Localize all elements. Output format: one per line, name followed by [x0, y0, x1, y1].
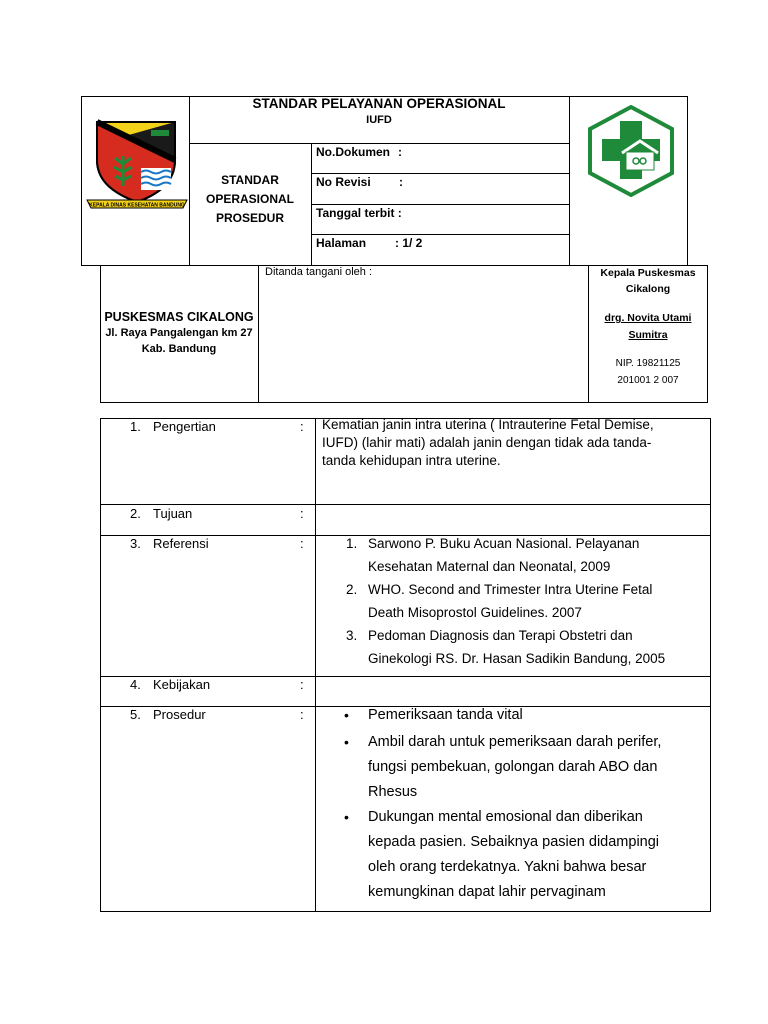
text-line: Ambil darah untuk pemeriksaan darah perifer, [368, 734, 662, 750]
text-line: Dukungan mental emosional dan diberikan [368, 809, 643, 825]
kabupaten-emblem [85, 116, 189, 216]
procedure-item [316, 805, 710, 905]
pengertian-text [322, 416, 708, 470]
section-colon: : [300, 707, 304, 722]
head-name-line: Sumitra [628, 329, 668, 341]
bullet: • [344, 809, 349, 825]
text-line: oleh orang terdekatnya. Yakni bahwa besar [368, 859, 647, 875]
text-line: kepada pasien. Sebaiknya pasien didampingi [368, 834, 660, 850]
bullet: • [344, 707, 349, 723]
reference-item [316, 624, 710, 670]
head-name-line: drg. Novita Utami [604, 312, 692, 324]
field-label: Halaman [316, 236, 367, 250]
reference-list [316, 532, 710, 670]
divider [189, 143, 569, 144]
page-subtitle: IUFD [366, 114, 392, 126]
field-sep: : 1/ 2 [395, 236, 423, 250]
section-number: 1. [130, 419, 141, 434]
text-line: Kesehatan Maternal dan Neonatal, 2009 [368, 559, 611, 574]
org-address: Kab. Bandung [141, 343, 217, 355]
text-line: fungsi pembekuan, golongan darah ABO dan [368, 759, 658, 775]
divider [311, 204, 569, 205]
field-no-dokumen [316, 145, 390, 159]
section-label: Tujuan [153, 506, 193, 521]
head-name [588, 310, 708, 344]
bullet: • [344, 734, 349, 750]
text-line: Sarwono P. Buku Acuan Nasional. Pelayanan [368, 536, 640, 551]
text-line: kemungkinan dapat lahir pervaginam [368, 884, 606, 900]
procedure-item [316, 703, 710, 728]
divider [311, 234, 569, 235]
head-title [588, 265, 708, 297]
emblem-ribbon-text: KEPALA DINAS KESEHATAN BANDUNG [89, 202, 185, 209]
section-colon: : [300, 677, 304, 692]
text-line: Pemeriksaan tanda vital [368, 707, 523, 723]
section-colon: : [300, 419, 304, 434]
section-number: 2. [130, 506, 141, 521]
page-title: STANDAR PELAYANAN OPERASIONAL [252, 96, 506, 111]
text-line: IUFD) (lahir mati) adalah janin dengan tidak ada tanda- [322, 435, 652, 450]
section-colon: : [300, 506, 304, 521]
section-label: Kebijakan [153, 677, 211, 692]
sop-label-line: STANDAR [221, 173, 279, 187]
sop-label-line: OPERASIONAL [205, 192, 294, 206]
procedure-list [316, 703, 710, 905]
section-number: 5. [130, 707, 141, 722]
head-nip [588, 355, 708, 389]
divider [311, 173, 569, 174]
reference-item [316, 532, 710, 578]
section-colon: : [300, 536, 304, 551]
item-number: 2. [346, 582, 358, 597]
sop-label-line: PROSEDUR [215, 211, 284, 225]
org-address: Jl. Raya Pangalengan km 27 [105, 327, 253, 339]
item-number: 1. [346, 536, 358, 551]
divider [258, 265, 259, 403]
section-number: 3. [130, 536, 141, 551]
section-label: Pengertian [153, 419, 216, 434]
field-sep: : [397, 206, 402, 220]
section-label: Referensi [153, 536, 209, 551]
org-name: PUSKESMAS CIKALONG [104, 310, 254, 324]
section-label: Prosedur [153, 707, 206, 722]
text-line: WHO. Second and Trimester Intra Uterine Fetal [368, 582, 653, 597]
text-line: Kematian janin intra uterina ( Intrauterine Fetal Demise, [322, 417, 654, 432]
field-sep: : [398, 145, 402, 159]
puskesmas-logo [586, 105, 676, 197]
text-line: Ginekologi RS. Dr. Hasan Sadikin Bandung, 2005 [368, 651, 666, 666]
field-tanggal-terbit [316, 206, 402, 220]
signed-by-label: Ditanda tangani oleh : [265, 266, 373, 278]
field-label: No.Dokumen [316, 145, 391, 159]
item-number: 3. [346, 628, 358, 643]
divider [100, 504, 711, 505]
reference-item [316, 578, 710, 624]
field-label: No Revisi [316, 175, 371, 189]
text-line: Pedoman Diagnosis dan Terapi Obstetri dan [368, 628, 633, 643]
field-label: Tanggal terbit [316, 206, 395, 220]
text-line: Death Misoprostol Guidelines. 2007 [368, 605, 582, 620]
nip-line: 201001 2 007 [617, 375, 679, 386]
head-title-line: Kepala Puskesmas [600, 267, 696, 279]
text-line: Rhesus [368, 784, 418, 800]
procedure-item [316, 730, 710, 805]
nip-line: NIP. 19821125 [615, 358, 681, 369]
section-number: 4. [130, 677, 141, 692]
field-halaman [316, 236, 366, 250]
field-no-revisi [316, 175, 371, 189]
text-line: tanda kehidupan intra uterine. [322, 453, 501, 468]
divider [569, 96, 570, 266]
sop-label [189, 171, 311, 228]
head-title-line: Cikalong [625, 283, 671, 295]
field-sep: : [399, 175, 403, 189]
